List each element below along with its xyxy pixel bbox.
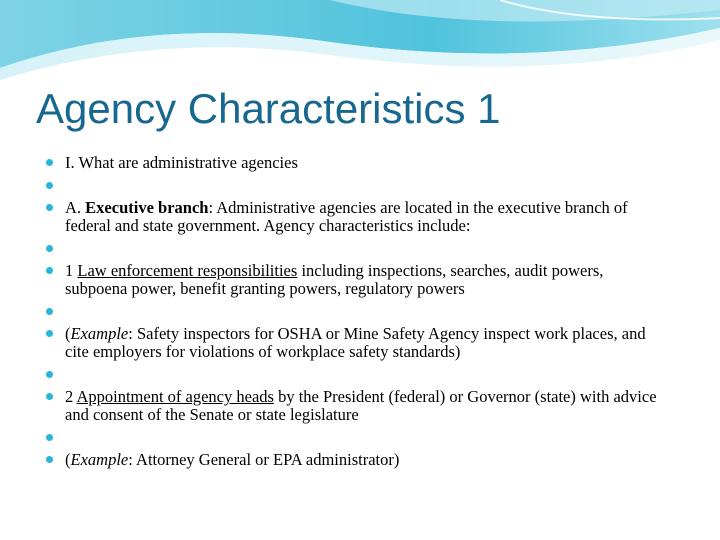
bullet-dot-icon	[46, 456, 53, 463]
bullet-item	[44, 262, 664, 298]
bullet-item-empty	[44, 240, 664, 258]
bullet-text: I. What are administrative agencies	[65, 153, 298, 172]
bullet-text: : Safety inspectors for OSHA or Mine Safety Agency inspect work places, and cite employers for violations of workplace safety standards)	[65, 324, 646, 361]
bullet-dot-icon	[46, 204, 53, 211]
bullet-dot-icon	[46, 159, 53, 166]
bullet-prefix: 2	[65, 387, 77, 406]
bullet-text: by the President (federal) or Governor (state) with advice and consent of the Senate or state legislature	[65, 387, 657, 424]
bullet-underlined-term: Appointment of agency heads	[76, 387, 274, 406]
bullet-dot-icon	[46, 182, 53, 189]
bullet-dot-icon	[46, 434, 53, 441]
bullet-prefix: A.	[65, 198, 86, 217]
bullet-item	[44, 154, 664, 172]
bullet-item	[44, 199, 664, 235]
slide-title: Agency Characteristics 1	[36, 85, 501, 132]
bullet-dot-icon	[46, 267, 53, 274]
bullet-dot-icon	[46, 393, 53, 400]
bullet-dot-icon	[46, 330, 53, 337]
bullet-item	[44, 325, 664, 361]
bullet-list	[44, 154, 664, 474]
bullet-italic-term: Example	[70, 324, 129, 343]
bullet-text: : Attorney General or EPA administrator)	[128, 450, 400, 469]
bullet-item	[44, 451, 664, 469]
bullet-text: including inspections, searches, audit powers, subpoena power, benefit granting powers, regulatory powers	[65, 261, 604, 298]
bullet-prefix: 1	[65, 261, 78, 280]
bullet-item-empty	[44, 177, 664, 195]
bullet-bold-term: Executive branch	[85, 198, 209, 217]
bullet-text: : Administrative agencies are located in the executive branch of federal and state government. Agency characteristics include:	[65, 198, 628, 235]
bullet-italic-term: Example	[70, 450, 129, 469]
bullet-item	[44, 388, 664, 424]
bullet-item-empty	[44, 303, 664, 321]
bullet-dot-icon	[46, 371, 53, 378]
header-wave-decoration	[0, 0, 720, 90]
bullet-item-empty	[44, 429, 664, 447]
bullet-item-empty	[44, 366, 664, 384]
bullet-dot-icon	[46, 245, 53, 252]
bullet-prefix: (	[65, 450, 71, 469]
bullet-prefix: (	[65, 324, 71, 343]
bullet-dot-icon	[46, 308, 53, 315]
bullet-underlined-term: Law enforcement responsibilities	[77, 261, 298, 280]
